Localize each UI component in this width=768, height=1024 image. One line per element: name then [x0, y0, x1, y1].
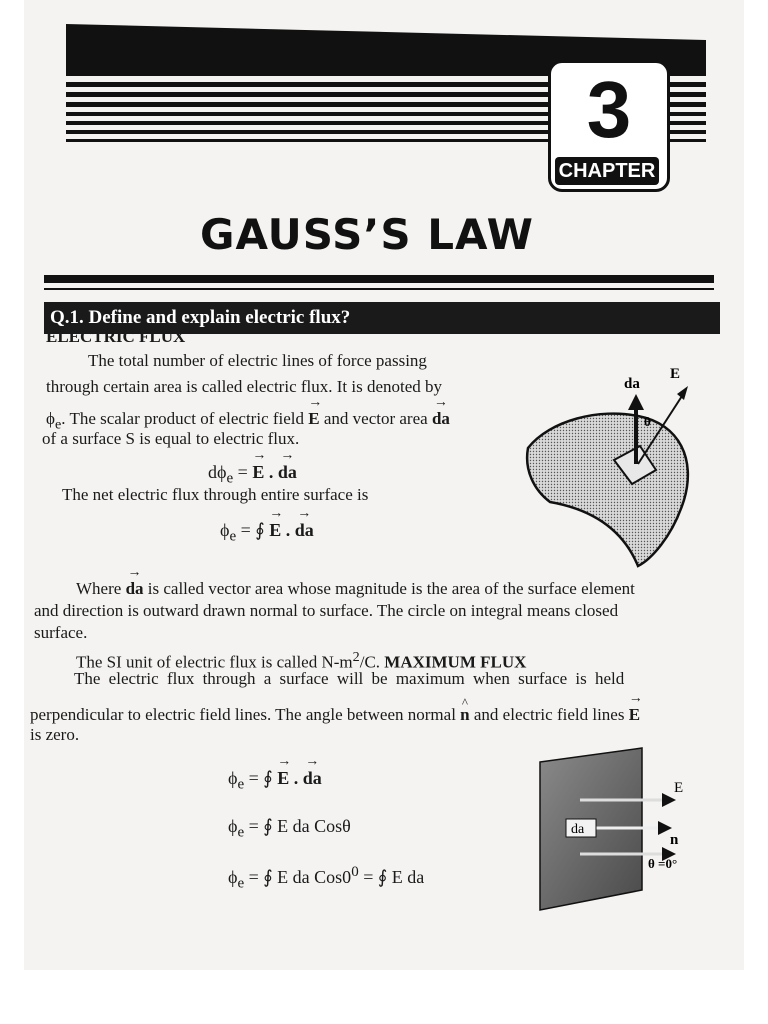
section-heading: ELECTRIC FLUX [46, 327, 186, 346]
equation-flux-cos [228, 814, 351, 845]
para3-line1: The electric flux through a surface will be maximum when surface is held [74, 669, 625, 688]
vector-E: → E [252, 460, 264, 484]
chapter-badge [548, 60, 670, 192]
subscript: e [237, 776, 245, 793]
para1-line4: of a surface S is equal to electric flux. [42, 429, 300, 448]
vector-E: → E [629, 704, 640, 726]
para2-line1 [76, 578, 635, 600]
vector-E: → E [269, 518, 281, 542]
equals: = [233, 462, 253, 482]
lhs: ϕ [228, 867, 238, 887]
subscript: e [54, 416, 62, 433]
vector-da: → da [303, 766, 322, 790]
subscript: e [237, 824, 245, 841]
divider [44, 288, 714, 290]
normal-arrowhead [628, 394, 644, 410]
superscript: 0 [351, 864, 359, 880]
label-da: da [571, 822, 585, 837]
rhs-tail: = ∮ E da [358, 867, 425, 887]
integral: = ∮ [236, 520, 270, 540]
para3-line3: is zero. [30, 725, 80, 744]
para3-line2 [30, 704, 640, 726]
lhs: ϕ [220, 520, 230, 540]
label-angle: θ =0° [648, 856, 678, 871]
dot: . [281, 520, 295, 540]
text-span: . The scalar product of electric field [61, 409, 309, 428]
phi-symbol: ϕ [46, 409, 55, 428]
vector-da: → da [278, 460, 297, 484]
unit-normal-n: ^ n [460, 704, 469, 726]
vector-da: → da [432, 408, 450, 430]
subscript: e [229, 528, 237, 545]
lhs: dϕ [208, 462, 227, 482]
label-da: da [624, 376, 640, 392]
text-span: and electric field lines [469, 705, 629, 724]
text-span: The SI unit of electric flux is called N-m [76, 652, 353, 672]
para1-line1: The total number of electric lines of force passing [88, 351, 427, 370]
equation-net-flux [220, 518, 314, 549]
curved-surface [527, 414, 688, 566]
net-flux-text: The net electric flux through entire surface is [62, 485, 369, 504]
subscript: e [226, 470, 234, 487]
label-theta: θ [644, 414, 651, 429]
maximum-flux-heading: MAXIMUM FLUX [384, 652, 527, 672]
subscript: e [237, 875, 245, 892]
text-span: Where [76, 579, 126, 598]
para2-line3: surface. [34, 623, 88, 642]
surface-flux-figure [520, 360, 720, 570]
page-title: GAUSS’S LAW [200, 210, 534, 259]
label-n: n [670, 832, 679, 848]
divider [44, 275, 714, 283]
text-span: and vector area [319, 409, 432, 428]
integral: = ∮ [244, 768, 278, 788]
perpendicular-surface-figure [530, 740, 700, 920]
field-arrowhead [677, 386, 688, 400]
superscript: 2 [352, 649, 360, 665]
chapter-number: 3 [586, 65, 632, 154]
text-span: /C. [359, 652, 385, 672]
label-E: E [670, 366, 681, 382]
vector-da: → da [295, 518, 314, 542]
para1-line2: through certain area is called electric flux. It is denoted by [46, 377, 443, 396]
equation-flux-max [228, 860, 424, 896]
para2-line2: and direction is outward drawn normal to surface. The circle on integral means closed [34, 601, 619, 620]
rhs: = ∮ E da Cosθ [244, 816, 351, 836]
equation-flux-dot [228, 766, 322, 797]
dot: . [289, 768, 303, 788]
vector-E: → E [277, 766, 289, 790]
label-E: E [674, 780, 684, 796]
question-heading: Q.1. Define and explain electric flux? [44, 302, 720, 334]
rhs: = ∮ E da Cos0 [244, 867, 352, 887]
text-span: is called vector area whose magnitude is the area of the surface element [143, 579, 635, 598]
vector-da: → da [126, 578, 144, 600]
text-span: perpendicular to electric field lines. The angle between normal [30, 705, 461, 724]
dot: . [264, 462, 278, 482]
chapter-label: CHAPTER [555, 157, 659, 185]
lhs: ϕ [228, 768, 238, 788]
vector-E: → E [308, 408, 319, 430]
lhs: ϕ [228, 816, 238, 836]
